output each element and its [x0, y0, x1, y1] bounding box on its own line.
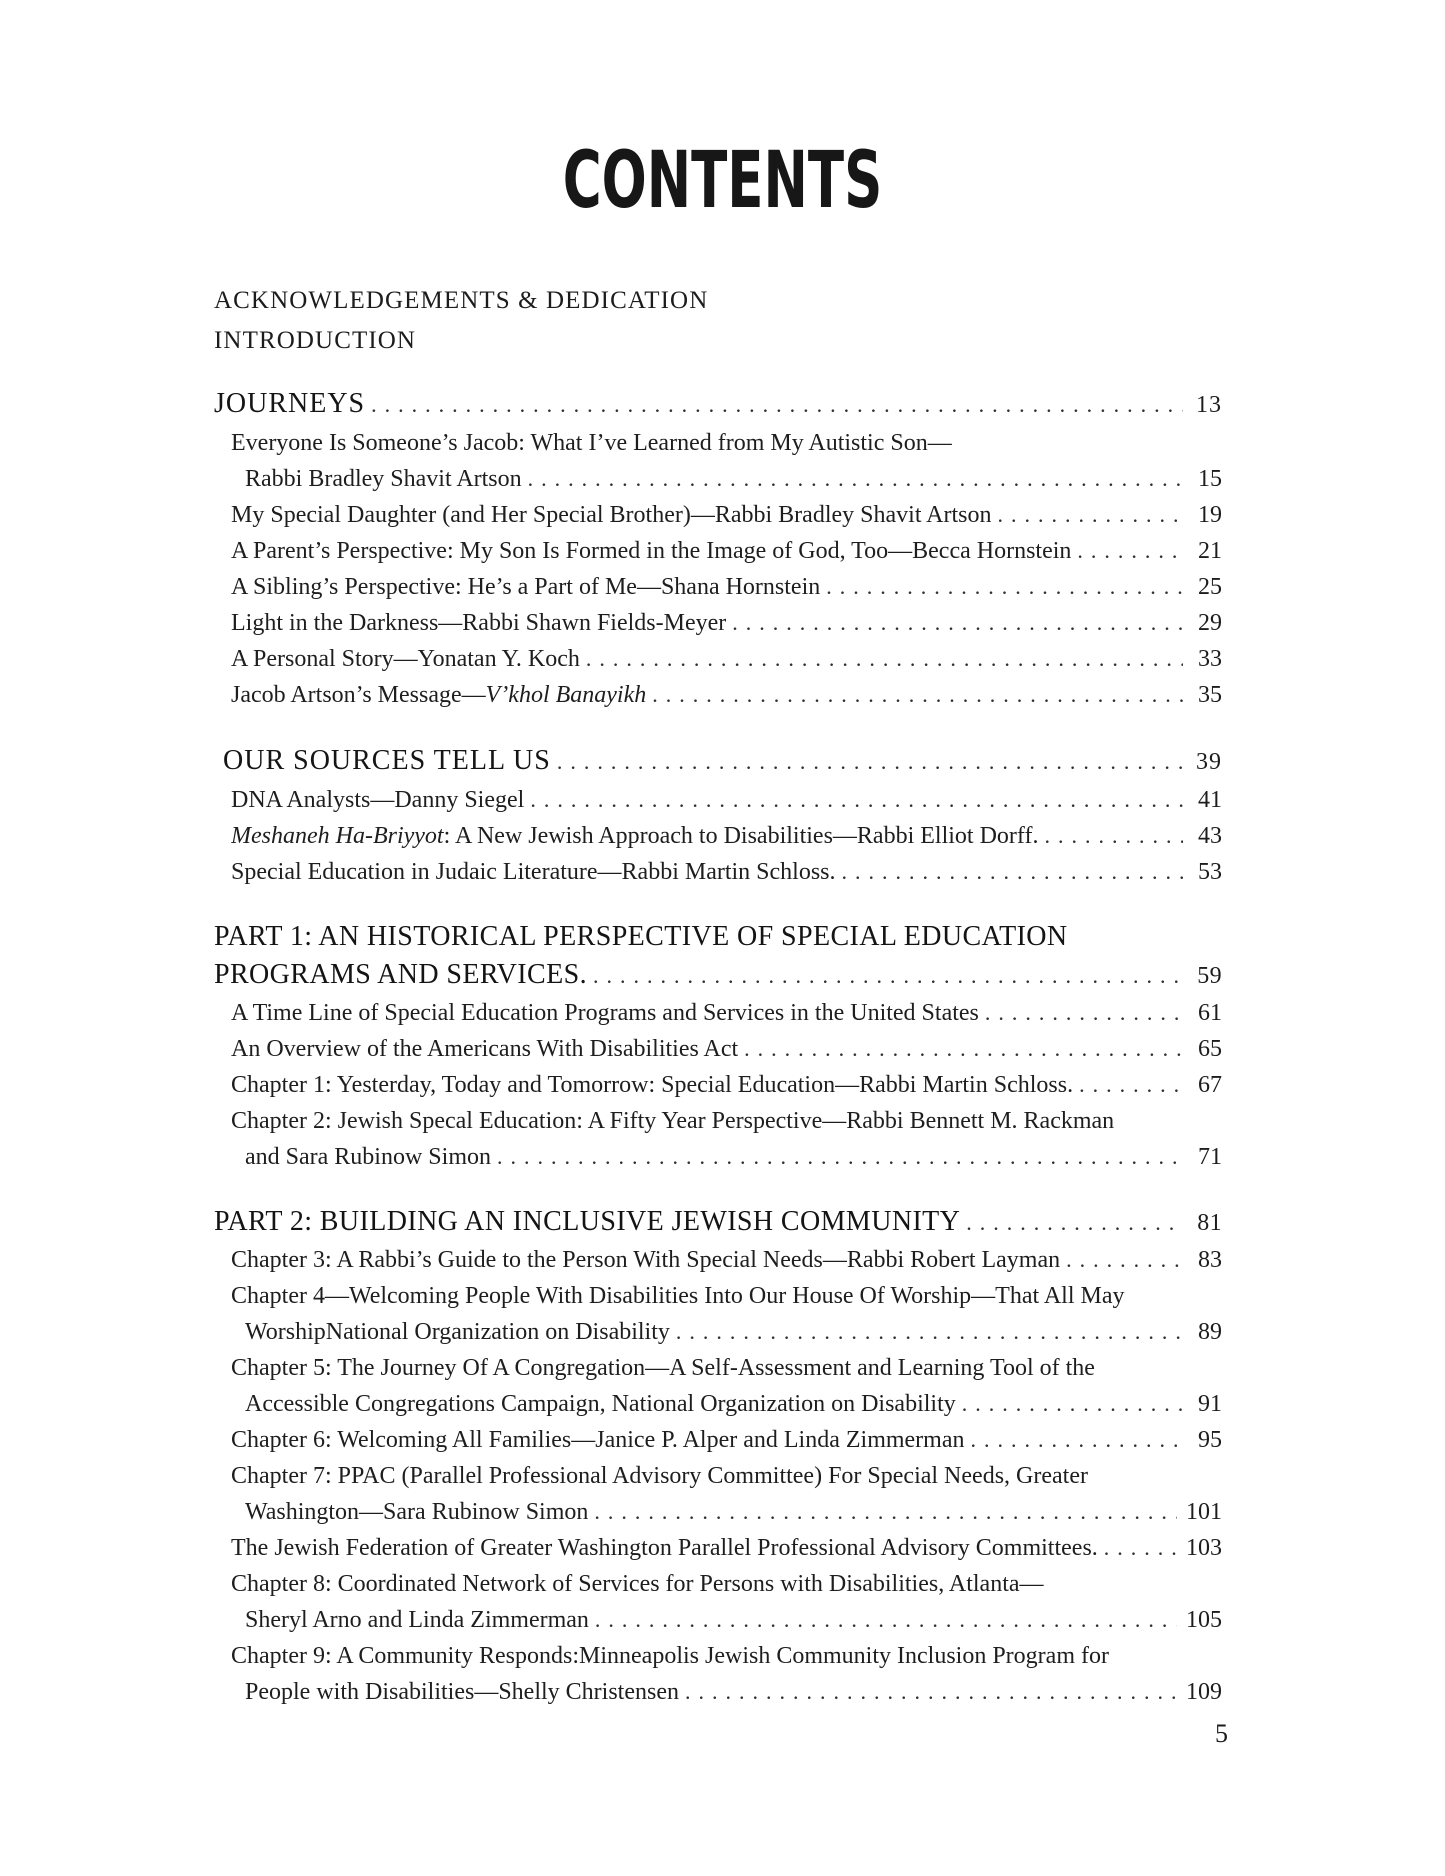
toc-line [214, 1203, 1222, 1242]
toc-line-text [231, 1350, 1095, 1386]
toc-text: Light in the Darkness—Rabbi Shawn Fields-Meyer [231, 610, 727, 636]
toc-line-text [245, 1314, 670, 1350]
toc-page-number: 105 [1186, 1607, 1222, 1633]
toc-text: Chapter 9: A Community Responds:Minneapolis Jewish Community Inclusion Program for [231, 1643, 1109, 1669]
dot-leader [551, 742, 1183, 782]
table-of-contents [214, 384, 1222, 1710]
toc-line-text [231, 425, 952, 461]
toc-entry [214, 497, 1222, 533]
toc-line-text [231, 1031, 738, 1067]
toc-text: Chapter 8: Coordinated Network of Services for Persons with Disabilities, Atlanta— [231, 1571, 1044, 1597]
toc-line [214, 956, 1222, 995]
toc-page-number: 35 [1198, 682, 1222, 708]
toc-line-text [245, 1386, 956, 1422]
toc-line-text [231, 782, 524, 818]
toc-page-number: 83 [1198, 1247, 1222, 1273]
toc-text: DNA Analysts—Danny Siegel [231, 787, 525, 813]
toc-line [223, 741, 1222, 782]
toc-entry [214, 1350, 1222, 1422]
toc-line [231, 1031, 1222, 1067]
toc-line-text [214, 918, 1068, 956]
toc-line [231, 1067, 1222, 1103]
toc-line-text [231, 1242, 1060, 1278]
toc-entry [214, 1530, 1222, 1566]
dot-leader [670, 1314, 1183, 1350]
dot-leader [738, 1031, 1183, 1067]
toc-page-number: 29 [1198, 610, 1222, 636]
toc-line [231, 818, 1222, 854]
toc-line-text [231, 1067, 1073, 1103]
dot-leader [646, 677, 1183, 713]
toc-line [231, 1638, 1222, 1674]
dot-leader [589, 1602, 1177, 1638]
toc-line [231, 1103, 1222, 1139]
toc-entry [214, 1638, 1222, 1710]
toc-entry [214, 1422, 1222, 1458]
toc-entry [214, 1031, 1222, 1067]
toc-line-text [214, 384, 365, 424]
toc-entry [214, 569, 1222, 605]
toc-line-text [231, 605, 726, 641]
toc-page-number: 25 [1198, 574, 1222, 600]
toc-text: Chapter 5: The Journey Of A Congregation—A Self-Assessment and Learning Tool of the [231, 1355, 1095, 1381]
dot-leader [1098, 1530, 1177, 1566]
front-matter-item: ACKNOWLEDGEMENTS & DEDICATION [214, 287, 709, 314]
toc-line [231, 995, 1222, 1031]
dot-leader [726, 605, 1183, 641]
toc-text: Chapter 3: A Rabbi’s Guide to the Person With Special Needs—Rabbi Robert Layman [231, 1247, 1061, 1273]
dot-leader [580, 641, 1183, 677]
toc-page-number: 67 [1198, 1072, 1222, 1098]
dot-leader [1071, 533, 1183, 569]
page-number: 5 [1215, 1719, 1228, 1748]
toc-text: A Time Line of Special Education Programs and Services in the United States [231, 1000, 979, 1026]
toc-text: Chapter 4—Welcoming People With Disabilities Into Our House Of Worship—That All May [231, 1283, 1125, 1309]
toc-line [245, 1386, 1222, 1422]
toc-text: A Parent’s Perspective: My Son Is Formed in the Image of God, Too—Becca Hornstein [231, 538, 1072, 564]
toc-page-number: 15 [1198, 466, 1222, 492]
toc-page-number: 41 [1198, 787, 1222, 813]
toc-text: WorshipNational Organization on Disability [245, 1319, 670, 1345]
toc-line-text [245, 1602, 589, 1638]
toc-page-number: 13 [1196, 392, 1222, 418]
toc-text: and Sara Rubinow Simon [245, 1144, 491, 1170]
toc-text: Special Education in Judaic Literature—Rabbi Martin Schloss. [231, 859, 836, 885]
dot-leader [1073, 1067, 1183, 1103]
toc-text: Chapter 2: Jewish Specal Education: A Fifty Year Perspective—Rabbi Bennett M. Rackman [231, 1108, 1115, 1134]
toc-text: Accessible Congregations Campaign, National Organization on Disability [245, 1391, 956, 1417]
toc-line-text [231, 497, 992, 533]
dot-leader [365, 385, 1183, 425]
front-matter [214, 281, 708, 361]
toc-text: Chapter 7: PPAC (Parallel Professional Advisory Committee) For Special Needs, Greater [231, 1463, 1088, 1489]
toc-line [231, 1278, 1222, 1314]
dot-leader [820, 569, 1183, 605]
toc-entry [214, 1103, 1222, 1175]
toc-text: PART 1: AN HISTORICAL PERSPECTIVE OF SPECIAL EDUCATION [214, 921, 1068, 952]
toc-page-number: 21 [1198, 538, 1222, 564]
toc-page-number: 109 [1186, 1679, 1222, 1705]
toc-entry [214, 782, 1222, 818]
toc-line [245, 461, 1222, 497]
toc-entry [214, 1458, 1222, 1530]
dot-leader [522, 461, 1183, 497]
toc-line [231, 569, 1222, 605]
toc-line-text [245, 1494, 588, 1530]
dot-leader [836, 854, 1183, 890]
dot-leader [588, 1494, 1177, 1530]
toc-entry [214, 533, 1222, 569]
dot-leader [1038, 818, 1183, 854]
toc-line-text [245, 1139, 491, 1175]
toc-line [231, 854, 1222, 890]
toc-section-heading [214, 918, 1222, 995]
toc-line-text [231, 854, 836, 890]
toc-line [231, 641, 1222, 677]
toc-line [231, 425, 1222, 461]
toc-line-text [231, 1530, 1098, 1566]
toc-page-number: 43 [1198, 823, 1222, 849]
toc-page-number: 91 [1198, 1391, 1222, 1417]
toc-page-number: 33 [1198, 646, 1222, 672]
toc-line [245, 1314, 1222, 1350]
toc-entry [214, 1242, 1222, 1278]
dot-leader [956, 1386, 1183, 1422]
toc-page-number: 39 [1196, 749, 1222, 775]
toc-text: Chapter 6: Welcoming All Families—Janice P. Alper and Linda Zimmerman [231, 1427, 965, 1453]
toc-entry [214, 818, 1222, 854]
toc-text: PROGRAMS AND SERVICES. [214, 959, 587, 990]
dot-leader [960, 1204, 1183, 1242]
toc-page-number: 101 [1186, 1499, 1222, 1525]
toc-text: JOURNEYS [214, 388, 366, 419]
toc-line-text [231, 1278, 1125, 1314]
toc-text: A Personal Story—Yonatan Y. Koch [231, 646, 580, 672]
toc-text: PART 2: BUILDING AN INCLUSIVE JEWISH COMMUNITY [214, 1206, 961, 1237]
toc-line [214, 384, 1222, 425]
page-title: CONTENTS [562, 136, 883, 226]
toc-section-heading [214, 741, 1222, 782]
toc-line-text [245, 1674, 679, 1710]
toc-line [231, 497, 1222, 533]
dot-leader [965, 1422, 1184, 1458]
toc-text: Jacob Artson’s Message— [231, 682, 486, 708]
dot-leader [1060, 1242, 1183, 1278]
toc-text: OUR SOURCES TELL US [223, 745, 551, 776]
toc-text: People with Disabilities—Shelly Christensen [245, 1679, 679, 1705]
toc-page-number: 103 [1186, 1535, 1222, 1561]
toc-page-number: 53 [1198, 859, 1222, 885]
toc-text-italic: Meshaneh Ha-Briyyot [231, 823, 444, 849]
toc-text: A Sibling’s Perspective: He’s a Part of Me—Shana Hornstein [231, 574, 821, 600]
toc-line [231, 677, 1222, 713]
toc-page-number: 81 [1197, 1210, 1222, 1236]
toc-line-text [231, 533, 1071, 569]
toc-line [231, 1350, 1222, 1386]
toc-line-text [231, 818, 1038, 854]
toc-line [231, 1566, 1222, 1602]
toc-section-heading [214, 384, 1222, 425]
toc-line-text [231, 1566, 1044, 1602]
toc-page-number: 71 [1198, 1144, 1222, 1170]
toc-line-text [231, 569, 820, 605]
toc-line [231, 1530, 1222, 1566]
toc-text: The Jewish Federation of Greater Washington Parallel Professional Advisory Committees. [231, 1535, 1098, 1561]
toc-entry [214, 605, 1222, 641]
toc-line-text [231, 1422, 965, 1458]
toc-line [245, 1139, 1222, 1175]
toc-entry [214, 854, 1222, 890]
toc-line-text [245, 461, 522, 497]
toc-line [231, 1242, 1222, 1278]
toc-line [231, 605, 1222, 641]
toc-section-heading [214, 1203, 1222, 1242]
toc-page-number: 89 [1198, 1319, 1222, 1345]
toc-text: Rabbi Bradley Shavit Artson [245, 466, 522, 492]
toc-page-number: 59 [1197, 963, 1222, 989]
toc-text: Sheryl Arno and Linda Zimmerman [245, 1607, 589, 1633]
dot-leader [587, 957, 1183, 995]
toc-line-text [231, 641, 580, 677]
toc-line [245, 1494, 1222, 1530]
toc-line [231, 782, 1222, 818]
dot-leader [992, 497, 1184, 533]
toc-line [231, 1422, 1222, 1458]
toc-line-text [231, 1458, 1088, 1494]
dot-leader [491, 1139, 1183, 1175]
toc-line [231, 533, 1222, 569]
front-matter-item: INTRODUCTION [214, 327, 417, 354]
toc-page-number: 65 [1198, 1036, 1222, 1062]
toc-line-text [214, 1203, 960, 1241]
toc-entry [214, 425, 1222, 497]
toc-line [231, 1458, 1222, 1494]
toc-line-text [231, 995, 979, 1031]
toc-line-text [231, 1103, 1114, 1139]
toc-text: Chapter 1: Yesterday, Today and Tomorrow: Special Education—Rabbi Martin Schloss. [231, 1072, 1074, 1098]
toc-line [214, 918, 1222, 956]
toc-entry [214, 995, 1222, 1031]
toc-text: Washington—Sara Rubinow Simon [245, 1499, 589, 1525]
dot-leader [979, 995, 1183, 1031]
toc-entry [214, 1067, 1222, 1103]
toc-page-number: 61 [1198, 1000, 1222, 1026]
toc-text: : A New Jewish Approach to Disabilities—Rabbi Elliot Dorff. [443, 823, 1039, 849]
toc-text-italic: V’khol Banayikh [485, 682, 647, 708]
toc-text: My Special Daughter (and Her Special Brother)—Rabbi Bradley Shavit Artson [231, 502, 992, 528]
toc-entry [214, 677, 1222, 713]
toc-page-number: 95 [1198, 1427, 1222, 1453]
toc-text: Everyone Is Someone’s Jacob: What I’ve Learned from My Autistic Son— [231, 430, 952, 456]
toc-line [245, 1674, 1222, 1710]
toc-entry [214, 1566, 1222, 1638]
toc-page-number: 19 [1198, 502, 1222, 528]
toc-line-text [223, 741, 551, 781]
dot-leader [524, 782, 1183, 818]
toc-entry [214, 1278, 1222, 1350]
toc-line-text [214, 956, 587, 994]
toc-line [245, 1602, 1222, 1638]
toc-line-text [231, 677, 646, 713]
toc-text: An Overview of the Americans With Disabilities Act [231, 1036, 739, 1062]
dot-leader [679, 1674, 1177, 1710]
toc-line-text [231, 1638, 1109, 1674]
toc-entry [214, 641, 1222, 677]
